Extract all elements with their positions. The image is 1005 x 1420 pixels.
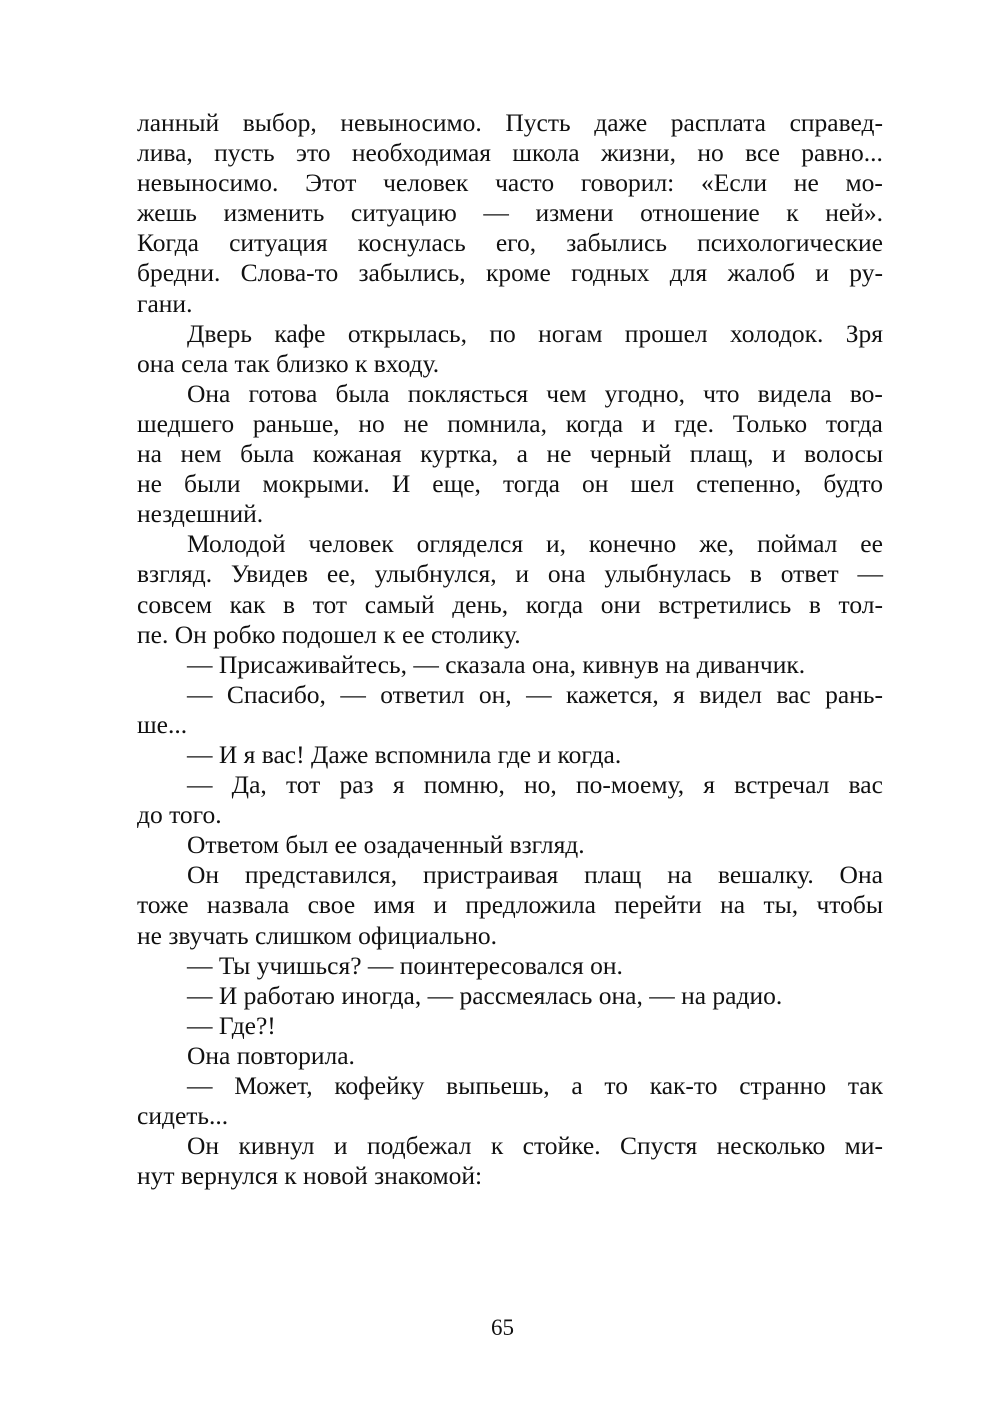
text-word: ее bbox=[860, 529, 883, 559]
text-word: была bbox=[240, 439, 295, 469]
text-word: Она bbox=[187, 378, 231, 408]
text-line bbox=[137, 168, 883, 198]
text-word: рань- bbox=[825, 679, 883, 709]
text-word: И bbox=[391, 469, 411, 499]
text-word: раньше, bbox=[252, 408, 340, 438]
text-word: же, bbox=[699, 529, 735, 559]
text-word: пусть bbox=[214, 138, 275, 168]
text-word: психологические bbox=[697, 228, 883, 258]
text-word: Может, bbox=[234, 1071, 313, 1100]
text-word: человек bbox=[308, 529, 394, 559]
text-word: тот bbox=[285, 770, 321, 800]
text-word: он bbox=[582, 469, 609, 499]
text-line bbox=[137, 1071, 883, 1101]
text-word: Она bbox=[839, 860, 883, 890]
text-word: — bbox=[857, 559, 883, 589]
text-line bbox=[137, 890, 883, 920]
text-word: прошел bbox=[624, 318, 708, 348]
text-word: человек bbox=[383, 168, 469, 198]
text-word: я bbox=[392, 770, 405, 800]
text-word: коснулась bbox=[357, 228, 466, 258]
text-word: была bbox=[335, 378, 390, 408]
text-word: совсем bbox=[137, 589, 213, 619]
text-word: кофейку bbox=[334, 1071, 425, 1100]
text-line: нездешний. bbox=[137, 499, 264, 529]
text-word: — bbox=[187, 679, 213, 709]
text-word: Увидев bbox=[230, 559, 309, 589]
text-word: измени bbox=[535, 198, 614, 228]
text-word: — bbox=[340, 679, 366, 709]
text-line: — Где?! bbox=[187, 1010, 276, 1040]
text-word: и bbox=[515, 559, 530, 589]
text-word: отношение bbox=[640, 198, 760, 228]
text-word: вешалку. bbox=[718, 860, 814, 890]
text-word: жалоб bbox=[727, 258, 796, 288]
text-word: шел bbox=[630, 469, 675, 499]
text-word: Зря bbox=[845, 318, 883, 348]
text-word: и bbox=[433, 890, 448, 920]
text-word: ногам bbox=[538, 318, 603, 348]
text-word: Спасибо, bbox=[226, 679, 326, 709]
text-word: куртка, bbox=[420, 439, 499, 469]
text-line bbox=[137, 469, 883, 499]
text-word: ответил bbox=[380, 679, 465, 709]
text-word: несколько bbox=[716, 1131, 826, 1161]
text-word: тогда bbox=[825, 408, 883, 438]
text-word: выпьешь, bbox=[446, 1071, 550, 1100]
paragraph bbox=[137, 1041, 883, 1071]
text-word: день, bbox=[452, 589, 509, 619]
text-word: в bbox=[808, 589, 821, 619]
text-word: ланный bbox=[137, 108, 220, 137]
text-word: ее, bbox=[326, 559, 356, 589]
text-word: они bbox=[600, 589, 641, 619]
text-word: были bbox=[183, 469, 241, 499]
text-word: все bbox=[745, 138, 780, 168]
text-word: годных bbox=[571, 258, 650, 288]
text-line bbox=[137, 680, 883, 710]
text-word: Этот bbox=[305, 168, 357, 198]
text-word: это bbox=[296, 138, 331, 168]
paragraph bbox=[137, 529, 883, 649]
text-word: — bbox=[187, 770, 213, 800]
text-word: огляделся bbox=[416, 529, 524, 559]
text-line bbox=[137, 258, 883, 288]
text-line: — И работаю иногда, — рассмеялась она, — на радио. bbox=[187, 980, 783, 1010]
text-line bbox=[137, 409, 883, 439]
text-word: подбежал bbox=[366, 1131, 472, 1161]
text-word: пристраивая bbox=[422, 860, 559, 890]
text-word: встречал bbox=[734, 770, 830, 800]
text-line: она села так близко к входу. bbox=[137, 348, 440, 378]
text-line bbox=[137, 319, 883, 349]
text-word: угодно, bbox=[604, 378, 686, 408]
text-word: в bbox=[283, 589, 296, 619]
text-word: и, bbox=[545, 529, 566, 559]
text-word: во- bbox=[849, 378, 883, 408]
text-line: — И я вас! Даже вспомнила где и когда. bbox=[187, 739, 622, 769]
text-line: до того. bbox=[137, 800, 222, 830]
text-word: вас bbox=[848, 770, 883, 800]
text-word: Пусть bbox=[505, 108, 571, 137]
text-word: — bbox=[187, 1071, 213, 1100]
text-word: еще, bbox=[432, 469, 481, 499]
text-word: я bbox=[703, 770, 715, 800]
text-word: улыбнулся, bbox=[374, 559, 497, 589]
text-word: не bbox=[546, 439, 572, 469]
paragraph bbox=[137, 770, 883, 830]
text-word: Он bbox=[187, 860, 220, 890]
text-word: что bbox=[703, 378, 740, 408]
text-word: часто bbox=[495, 168, 555, 198]
paragraph bbox=[137, 951, 883, 981]
text-word: но, bbox=[524, 770, 557, 800]
text-word: предложила bbox=[465, 890, 596, 920]
paragraph bbox=[137, 860, 883, 950]
text-word: видел bbox=[699, 679, 763, 709]
text-word: как bbox=[229, 589, 266, 619]
text-line bbox=[137, 1131, 883, 1161]
text-line bbox=[137, 228, 883, 258]
text-line bbox=[137, 559, 883, 589]
text-word: поклясться bbox=[407, 378, 529, 408]
text-word: как-то bbox=[649, 1071, 718, 1100]
text-word: кажется, bbox=[565, 679, 659, 709]
text-line bbox=[137, 529, 883, 559]
text-word: Когда bbox=[137, 228, 199, 258]
text-word: свое bbox=[307, 890, 356, 920]
text-word: по bbox=[489, 318, 516, 348]
text-word: необходимая bbox=[351, 138, 492, 168]
text-word: она bbox=[547, 559, 586, 589]
text-word: его, bbox=[495, 228, 537, 258]
text-word: на bbox=[720, 890, 746, 920]
text-word: волосы bbox=[804, 439, 883, 469]
text-word: то bbox=[604, 1071, 628, 1100]
text-word: Слова-то bbox=[240, 258, 339, 288]
paragraph bbox=[137, 1071, 883, 1131]
text-word: равно... bbox=[801, 138, 883, 168]
text-word: невыносимо. bbox=[137, 168, 279, 198]
text-word: говорил: bbox=[580, 168, 675, 198]
text-word: ми- bbox=[844, 1131, 883, 1161]
text-word: не bbox=[793, 168, 819, 198]
text-word: нем bbox=[180, 439, 222, 469]
text-word: в bbox=[749, 559, 762, 589]
text-word: степенно, bbox=[696, 469, 802, 499]
text-word: школа bbox=[512, 138, 580, 168]
text-line: Ответом был ее озадаченный взгляд. bbox=[187, 830, 585, 860]
text-word: Спустя bbox=[620, 1131, 698, 1161]
text-word: странно bbox=[739, 1071, 827, 1100]
text-line bbox=[137, 590, 883, 620]
text-word: вас bbox=[776, 679, 811, 709]
text-word: имя bbox=[373, 890, 416, 920]
text-word: видела bbox=[757, 378, 832, 408]
paragraph bbox=[137, 1131, 883, 1191]
text-word: лива, bbox=[137, 138, 193, 168]
text-word: — bbox=[483, 198, 509, 228]
text-word: ситуацию bbox=[350, 198, 457, 228]
text-line bbox=[137, 198, 883, 228]
text-word: самый bbox=[364, 589, 435, 619]
text-word: справед- bbox=[789, 108, 883, 137]
paragraph bbox=[137, 319, 883, 379]
text-word: не bbox=[403, 408, 429, 438]
text-word: тогда bbox=[502, 469, 560, 499]
text-word: мо- bbox=[845, 168, 883, 198]
text-line: Она повторила. bbox=[187, 1040, 355, 1070]
text-word: кафе bbox=[274, 318, 326, 348]
text-word: и bbox=[641, 408, 656, 438]
text-word: плащ bbox=[584, 860, 642, 890]
text-line bbox=[137, 860, 883, 890]
paragraph bbox=[137, 650, 883, 680]
text-word: забылись, bbox=[358, 258, 466, 288]
text-word: ней». bbox=[825, 198, 883, 228]
text-word: тол- bbox=[838, 589, 883, 619]
text-word: встретились bbox=[658, 589, 792, 619]
text-word: выбор, bbox=[242, 108, 317, 137]
text-word: бредни. bbox=[137, 258, 221, 288]
text-word: чтобы bbox=[816, 890, 883, 920]
text-word: но bbox=[697, 138, 724, 168]
text-word: к bbox=[490, 1131, 504, 1161]
text-word: даже bbox=[594, 108, 648, 137]
text-word: помнила, bbox=[447, 408, 547, 438]
text-word: — bbox=[526, 679, 552, 709]
text-word: по-моему, bbox=[575, 770, 685, 800]
page-text-block bbox=[137, 108, 883, 1191]
text-line bbox=[137, 439, 883, 469]
text-word: черный bbox=[589, 439, 672, 469]
text-word: открылась, bbox=[347, 318, 468, 348]
text-word: невыносимо. bbox=[340, 108, 482, 137]
text-word: ру- bbox=[849, 258, 883, 288]
text-word: перейти bbox=[614, 890, 702, 920]
text-word: так bbox=[847, 1071, 883, 1100]
text-line bbox=[137, 770, 883, 800]
text-word: изменить bbox=[223, 198, 325, 228]
paragraph bbox=[137, 680, 883, 740]
text-word: но bbox=[358, 408, 385, 438]
text-word: будто bbox=[823, 469, 883, 499]
text-word: кожаная bbox=[312, 439, 402, 469]
text-word: представился, bbox=[244, 860, 398, 890]
text-word: ситуация bbox=[229, 228, 328, 258]
paragraph bbox=[137, 379, 883, 529]
text-word: раз bbox=[339, 770, 374, 800]
text-word: и bbox=[815, 258, 830, 288]
text-line: пе. Он робко подошел к ее столику. bbox=[137, 619, 521, 649]
text-word: взгляд. bbox=[137, 559, 213, 589]
text-word: расплата bbox=[670, 108, 766, 137]
text-word: не bbox=[137, 469, 162, 499]
text-line bbox=[137, 138, 883, 168]
text-word: на bbox=[667, 860, 693, 890]
paragraph bbox=[137, 1011, 883, 1041]
text-word: а bbox=[571, 1071, 583, 1100]
text-word: когда bbox=[565, 408, 624, 438]
text-word: холодок. bbox=[729, 318, 824, 348]
text-word: Да, bbox=[231, 770, 267, 800]
text-line: гани. bbox=[137, 288, 193, 318]
text-word: а bbox=[516, 439, 528, 469]
text-word: конечно bbox=[588, 529, 677, 559]
text-line bbox=[137, 108, 883, 138]
text-word: Он bbox=[187, 1131, 220, 1161]
text-word: поймал bbox=[757, 529, 838, 559]
text-word: мокрыми. bbox=[262, 469, 370, 499]
page-number: 65 bbox=[491, 1315, 514, 1340]
text-line: — Ты учишься? — поинтересовался он. bbox=[187, 950, 623, 980]
text-word: тот bbox=[312, 589, 348, 619]
text-word: и bbox=[333, 1131, 348, 1161]
text-word: жешь bbox=[137, 198, 197, 228]
text-word: Только bbox=[732, 408, 808, 438]
text-word: Дверь bbox=[187, 318, 252, 348]
text-word: готова bbox=[248, 378, 318, 408]
text-word: шедшего bbox=[137, 408, 235, 438]
text-word: где. bbox=[674, 408, 715, 438]
text-line: не звучать слишком официально. bbox=[137, 920, 498, 950]
text-word: и bbox=[771, 439, 786, 469]
text-word: помню, bbox=[423, 770, 505, 800]
text-word: он, bbox=[478, 679, 512, 709]
text-word: на bbox=[137, 439, 162, 469]
text-line: ше... bbox=[137, 709, 188, 739]
text-word: назвала bbox=[206, 890, 290, 920]
text-word: жизни, bbox=[600, 138, 676, 168]
text-word: Молодой bbox=[187, 529, 286, 559]
paragraph bbox=[137, 830, 883, 860]
text-word: когда bbox=[525, 589, 584, 619]
text-line: — Присаживайтесь, — сказала она, кивнув на диванчик. bbox=[187, 649, 806, 679]
text-line: нут вернулся к новой знакомой: bbox=[137, 1161, 483, 1191]
text-word: чем bbox=[546, 378, 587, 408]
text-word: кроме bbox=[485, 258, 551, 288]
text-word: ты, bbox=[763, 890, 799, 920]
paragraph bbox=[137, 740, 883, 770]
text-line bbox=[137, 379, 883, 409]
text-word: тоже bbox=[137, 890, 189, 920]
text-word: ответ bbox=[780, 559, 839, 589]
text-word: забылись bbox=[566, 228, 668, 258]
text-word: кивнул bbox=[238, 1131, 315, 1161]
text-word: к bbox=[786, 198, 799, 228]
text-word: плащ, bbox=[689, 439, 754, 469]
paragraph bbox=[137, 108, 883, 319]
text-word: я bbox=[673, 679, 685, 709]
text-word: для bbox=[669, 258, 708, 288]
text-word: стойке. bbox=[522, 1131, 601, 1161]
text-word: «Если bbox=[701, 168, 768, 198]
text-word: улыбнулась bbox=[604, 559, 732, 589]
text-line: сидеть... bbox=[137, 1101, 229, 1131]
paragraph bbox=[137, 981, 883, 1011]
